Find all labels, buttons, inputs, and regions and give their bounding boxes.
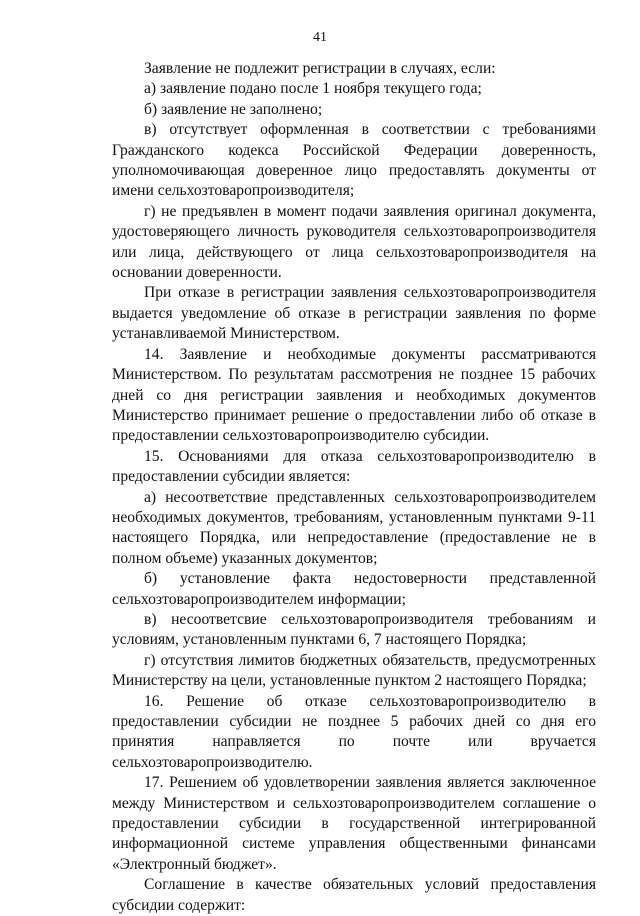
paragraph-item-16: 16. Решение об отказе сельхозтоваропроизводителю в предоставлении субсидии не позднее 5 рабочих дней со дня его принятия направляется по почте или вручается сельхозтоваропроизводителю. <box>112 692 596 771</box>
paragraph-reason-b: б) заявление не заполнено; <box>144 100 323 118</box>
paragraph-item-15-g: г) отсутствия лимитов бюджетных обязательств, предусмотренных Министерству на цели, установленные пунктом 2 настоящего Порядка; <box>112 651 596 690</box>
page-number: 41 <box>313 30 327 45</box>
paragraph-reason-v: в) отсутствует оформленная в соответствии с требованиями Гражданского кодекса Российской Федерации доверенность, уполномочивающая доверенное лицо предоставлять документы от имени сельхозтоваропроизводителя; <box>112 121 596 200</box>
paragraph-item-15: 15. Основаниями для отказа сельхозтоваропроизводителю в предоставлении субсидии является: <box>112 447 596 486</box>
document-body <box>112 59 596 916</box>
paragraph-item-15-v: в) несоответсвие сельхозтоваропроизводителя требованиям и условиям, установленным пунктами 6, 7 настоящего Порядка; <box>112 610 596 649</box>
paragraph-not-registered-intro: Заявление не подлежит регистрации в случаях, если: <box>144 60 496 77</box>
paragraph-item-15-b: б) установление факта недостоверности представленной сельхозтоваропроизводителем информации; <box>112 570 596 608</box>
paragraph-reason-g: г) не предъявлен в момент подачи заявления оригинал документа, удостоверяющего личность руководителя сельхозтоваропроизводителя или лица, действующего от лица сельхозтоваропроизводителя на основании доверенности. <box>112 202 596 282</box>
paragraph-reason-a: а) заявление подано после 1 ноября текущего года; <box>144 80 482 98</box>
paragraph-item-14: 14. Заявление и необходимые документы рассматриваются Министерством. По результатам рассмотрения не позднее 15 рабочих дней со дня регистрации заявления и необходимых документов Министерство принимает решение о предоставлении либо об отказе в предоставлении сельхозтоваропроизводителю субсидии. <box>112 345 596 445</box>
paragraph-agreement-conditions: Соглашение в качестве обязательных условий предоставления субсидии содержит: <box>112 876 596 914</box>
paragraph-refusal-notice: При отказе в регистрации заявления сельхозтоваропроизводителя выдается уведомление об отказе в регистрации заявления по форме устанавливаемой Министерством. <box>112 284 596 343</box>
paragraph-item-15-a: а) несоответствие представленных сельхозтоваропроизводителем необходимых документов, требованиям, установленным пунктами 9-11 настоящего Порядка, или непредоставление (предоставление не в полном объеме) указанных документов; <box>112 488 596 567</box>
paragraph-item-17: 17. Решением об удовлетворении заявления является заключенное между Министерством и сельхозтоваропроизводителем соглашение о предоставлении субсидии в государственной интегрированной информационной системе управления общественными финансами «Электронный бюджет». <box>112 774 596 873</box>
